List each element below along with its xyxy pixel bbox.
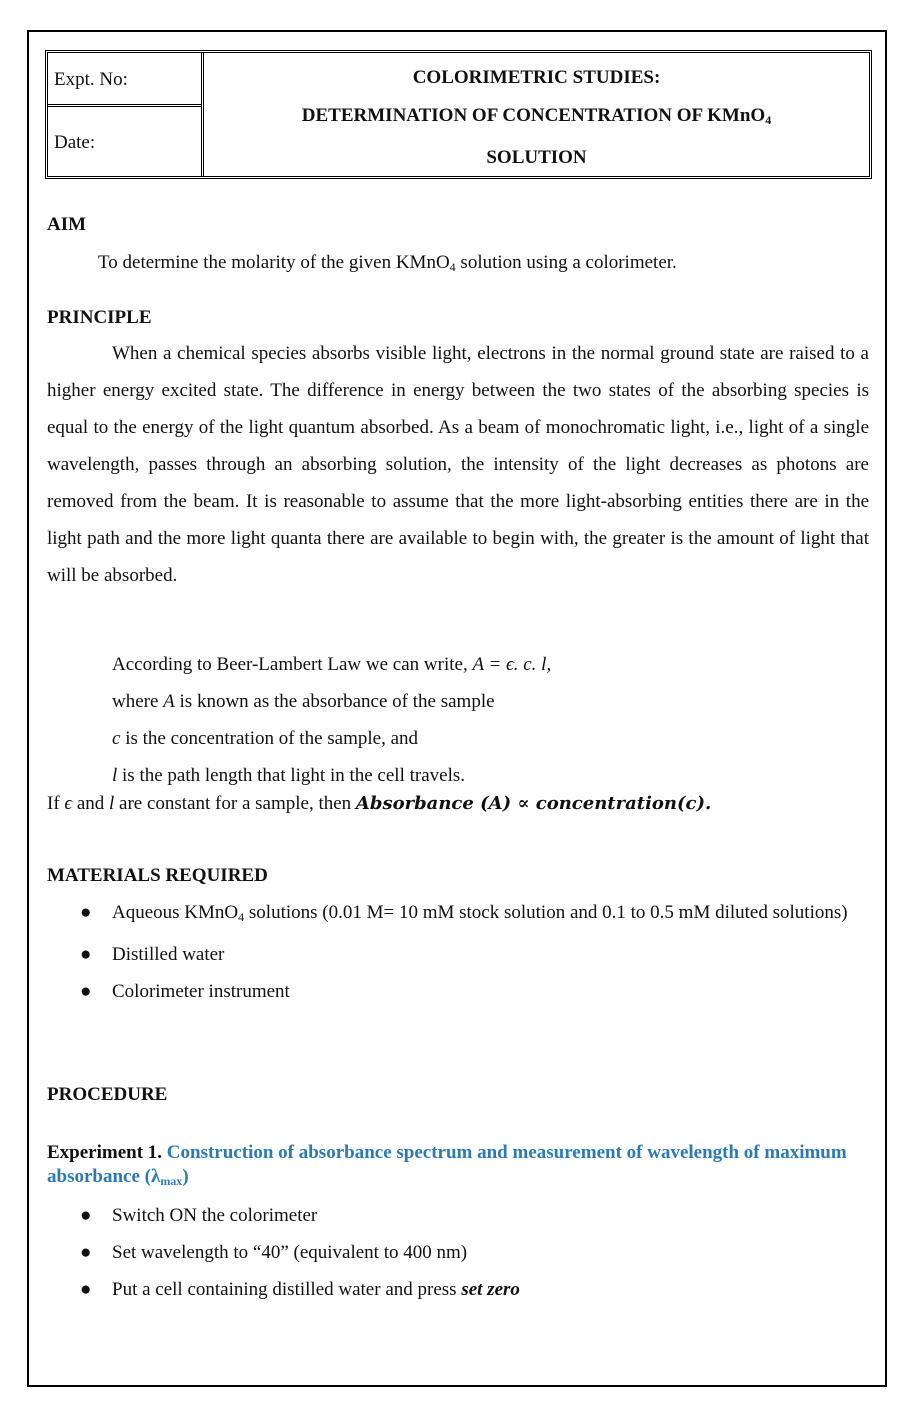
principle-paragraph: When a chemical species absorbs visible light, electrons in the normal ground state are raised to a higher energy excited state. The difference in energy between the two states of the absorbing species is equal to the energy of the light quantum absorbed. As a beam of monochromatic light, i.e., light of a single wavelength, passes through an absorbing solution, the intensity of the light decreases as photons are removed from the beam. It is reasonable to assume that the more light-absorbing entities there are in the light path and the more light quanta there are available to begin with, the greater is the amount of light that will be absorbed. [47,343,869,586]
materials-list [80,894,870,1010]
experiment-title-close: ) [182,1166,189,1187]
aim-heading: AIM [47,214,87,235]
where-c [112,720,912,757]
experiment-label: Experiment 1. [47,1142,163,1163]
list-item [80,1271,870,1308]
list-item [80,894,870,936]
item-text: Colorimeter instrument [112,981,290,1002]
lambda-subscript: max [160,1174,183,1188]
where-c-post: is the concentration of the sample, and [120,728,419,749]
var-c: c [112,728,121,749]
if-and: and [72,793,109,814]
beer-intro-text: According to Beer-Lambert Law we can write, [112,654,473,675]
if-pre: If [47,793,65,814]
aim-text-b: solution using a colorimeter. [455,252,677,273]
bullet-icon: ● [80,1279,92,1300]
where-a [112,683,912,720]
bullet-icon: ● [80,1205,92,1226]
page-title [204,59,869,177]
bullet-icon: ● [80,1242,92,1263]
aim-subscript: 4 [449,260,456,274]
materials-heading: MATERIALS REQUIRED [47,865,268,886]
list-item [80,973,870,1010]
aim-text-a: To determine the molarity of the given KMnO [98,252,450,273]
aim-text [98,252,912,275]
var-l: l [112,765,118,786]
where-l [112,757,912,794]
list-item [80,936,870,973]
beer-formula: A = ϵ. c. l, [472,654,552,675]
list-item [80,1197,870,1234]
where-l-post: is the path length that light in the cell travels. [117,765,466,786]
step-text: Set wavelength to “40” (equivalent to 400 nm) [112,1242,468,1263]
experiment-title: Construction of absorbance spectrum and measurement of wavelength of maximum absorbance (λ [47,1142,847,1187]
experiment-1-heading [47,1141,869,1193]
item-text: Distilled water [112,944,225,965]
list-item [80,1234,870,1271]
procedure-steps [80,1197,870,1308]
bullet-icon: ● [80,944,92,965]
proportionality-statement [47,793,869,815]
var-l2: l [109,793,115,814]
expt-no-label: Expt. No: [48,53,201,107]
item-text: Aqueous KMnO [112,902,239,923]
item-text-b: solutions (0.01 M= 10 mM stock solution and 0.1 to 0.5 mM diluted solutions) [244,902,848,923]
var-epsilon: ϵ [64,793,73,814]
beer-lambert-block [112,646,912,794]
title-subscript: 4 [765,113,772,127]
where-a-pre: where [112,691,164,712]
var-a: A [163,691,175,712]
step-emphasis: set zero [461,1279,520,1300]
principle-heading: PRINCIPLE [47,307,152,328]
bullet-icon: ● [80,981,92,1002]
beer-intro [112,646,912,683]
title-line-2 [204,97,869,139]
header-table [45,50,872,179]
where-a-post: is known as the absorbance of the sample [174,691,495,712]
conclusion: Absorbance (A) ∝ concentration(c). [355,793,712,814]
bullet-icon: ● [80,902,92,923]
date-label: Date: [54,132,96,153]
title-line-3: SOLUTION [486,147,587,168]
step-text: Put a cell containing distilled water and press [112,1279,462,1300]
step-text: Switch ON the colorimeter [112,1205,318,1226]
item-subscript: 4 [238,910,245,924]
procedure-heading: PROCEDURE [47,1084,168,1105]
title-line-1: COLORIMETRIC STUDIES: [412,67,661,88]
if-post: are constant for a sample, then [114,793,356,814]
title-line-2-text: DETERMINATION OF CONCENTRATION OF KMnO [301,105,766,126]
